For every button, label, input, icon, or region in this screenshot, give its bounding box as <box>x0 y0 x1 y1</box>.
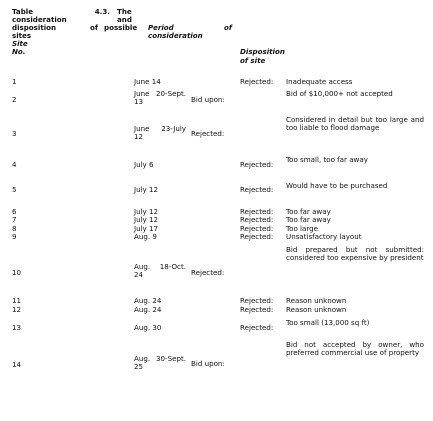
row-13-period: Aug. 30 <box>134 323 162 332</box>
row-8-remark: Too large <box>286 224 319 233</box>
caption-col2-line1: The <box>117 7 132 16</box>
header-disposition-line2: of site <box>240 56 266 65</box>
row-10-remark: Bid prepared but not submitted: considered too expensive by president <box>286 245 424 263</box>
row-14-period: Aug. 30-Sept. 25 <box>134 354 186 372</box>
row-7-period: July 12 <box>134 215 159 224</box>
row-10-period: Aug. 18-Oct. 24 <box>134 262 186 280</box>
row-11-remark: Reason unknown <box>286 296 347 305</box>
caption-line-2: consideration <box>12 15 67 24</box>
row-2-period: June 20-Sept. 13 <box>134 89 186 107</box>
row-9-remark: Unsatisfactory layout <box>286 232 362 241</box>
row-12-site: 12 <box>12 305 22 314</box>
row-14-remark: Bid not accepted by owner, who preferred commercial use of property <box>286 340 424 358</box>
row-10-site: 10 <box>12 268 22 277</box>
row-8-period: July 17 <box>134 224 159 233</box>
row-3-period: June 23-July 12 <box>134 124 186 142</box>
header-site-line1: Site <box>12 39 28 48</box>
header-site-line2: No. <box>12 47 26 56</box>
row-2-remark: Bid of $10,000+ not accepted <box>286 89 393 98</box>
row-12-disposition: Rejected: <box>240 305 274 314</box>
row-13-remark: Too small (13,000 sq ft) <box>286 318 370 327</box>
row-13-site: 13 <box>12 323 22 332</box>
row-8-disposition: Rejected: <box>240 224 274 233</box>
row-5-remark: Would have to be purchased <box>286 181 388 190</box>
row-12-period: Aug. 24 <box>134 305 162 314</box>
row-7-site: 7 <box>12 215 17 224</box>
row-9-site: 9 <box>12 232 17 241</box>
row-4-site: 4 <box>12 160 17 169</box>
row-7-remark: Too far away <box>286 215 331 224</box>
row-5-period: July 12 <box>134 185 159 194</box>
row-8-site: 8 <box>12 224 17 233</box>
caption-col2-line3: possible <box>104 23 138 32</box>
row-2-disposition: Bid upon: <box>191 95 225 104</box>
row-3-remark: Considered in detail but too large and too liable to flood damage <box>286 115 424 133</box>
row-6-disposition: Rejected: <box>240 207 274 216</box>
row-7-disposition: Rejected: <box>240 215 274 224</box>
header-disposition-line1: Disposition <box>240 47 285 56</box>
caption-col3-line2: consideration <box>148 31 203 40</box>
row-9-disposition: Rejected: <box>240 232 274 241</box>
row-13-disposition: Rejected: <box>240 323 274 332</box>
row-14-disposition: Bid upon: <box>191 359 225 368</box>
row-3-site: 3 <box>12 129 17 138</box>
caption-col2-line2: and <box>117 15 132 24</box>
row-11-disposition: Rejected: <box>240 296 274 305</box>
row-4-disposition: Rejected: <box>240 160 274 169</box>
row-1-disposition: Rejected: <box>240 77 274 86</box>
row-14-site: 14 <box>12 360 22 369</box>
caption-line-4: sites <box>12 31 32 40</box>
row-6-remark: Too far away <box>286 207 331 216</box>
row-3-disposition: Rejected: <box>191 129 225 138</box>
row-11-period: Aug. 24 <box>134 296 162 305</box>
row-12-remark: Reason unknown <box>286 305 347 314</box>
row-9-period: Aug. 9 <box>134 232 157 241</box>
row-6-period: July 12 <box>134 207 159 216</box>
row-5-disposition: Rejected: <box>240 185 274 194</box>
row-10-disposition: Rejected: <box>191 268 225 277</box>
row-1-site: 1 <box>12 77 17 86</box>
row-11-site: 11 <box>12 296 22 305</box>
row-4-remark: Too small, too far away <box>286 155 368 164</box>
row-5-site: 5 <box>12 185 17 194</box>
row-1-period: June 14 <box>134 77 161 86</box>
row-2-site: 2 <box>12 95 17 104</box>
row-6-site: 6 <box>12 207 17 216</box>
document-page: Table 4.3. consideration disposition of sites The and possible Period of consideration Site No. Disposition of site 1 June 14 Rejected: Inadequate access 2 June 20-Sept. 13 Bid upon: Bid of $10,000+ not accepted 3 June 23-July 12 Rejected: Considered in detail but too large and too liable to flood damage 4 July 6 Rejected: Too small, too far away 5 July 12 Rejected: Would have to be purchased 6 July 12 Rejected: Too far away 7 July 12 Rejected: Too far away 8 July 17 Rejected: Too large 9 Aug. 9 Rejected: Unsatisfactory layout 10 Aug. 18-Oct. 24 Rejected: Bid prepared but not submitted: considered too expensive by president 11 Aug. 24 Rejected: Reason unknown 12 Aug. 24 Rejected: Reason unknown 13 Aug. 30 Rejected: Too small (13,000 sq ft) 14 Aug. 30-Sept. 25 Bid upon: Bid not accepted by owner, who preferred commercial use of property <box>12 7 424 372</box>
row-4-period: July 6 <box>134 160 154 169</box>
row-1-remark: Inadequate access <box>286 77 353 86</box>
